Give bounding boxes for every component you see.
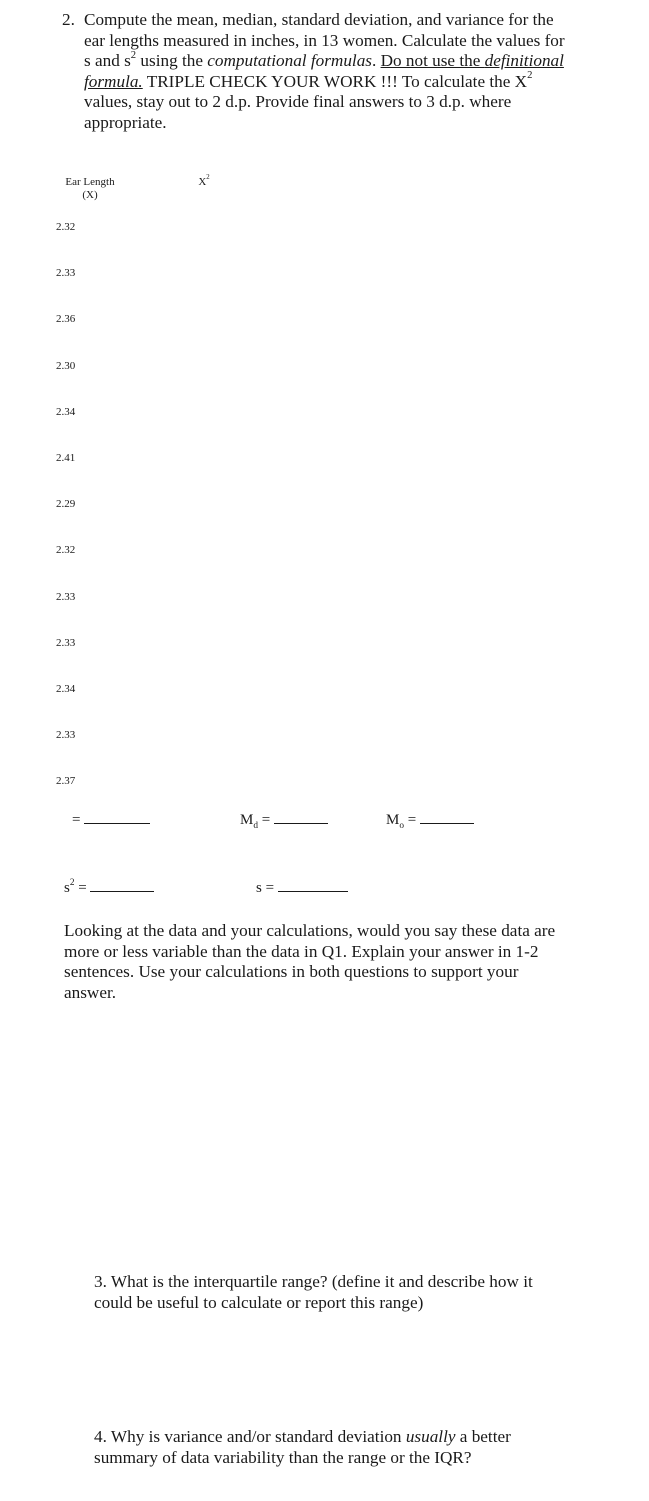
data-value: 2.41 — [56, 451, 76, 464]
question-2-text: Compute the mean, median, standard deviation, and variance for the ear lengths measured in inches, in 13 women. Calculate the values for s and $s^2$ using the computational formulas. Do not use the definitional formula. TRIPLE CHECK YOUR WORK !!! To calculate the $X^2$ values, stay out to 2 d.p. Provide final answers to 3 d.p. where appropriate. — [84, 10, 565, 132]
data-value: 2.36 — [56, 313, 76, 326]
median-answer: $M_d$ = — [240, 810, 328, 829]
variability-comparison-question: Looking at the data and your calculations, would you say these data are more or less variable than the data in Q1. Explain your answer in 1-2 sentences. Use your calculations in both questions to support your answer. — [64, 921, 556, 1002]
ear-length-values — [56, 221, 75, 821]
variance-blank[interactable] — [90, 878, 154, 892]
data-value: 2.33 — [56, 636, 76, 649]
question-2-number: 2. — [62, 10, 75, 29]
question-4: 4. Why is variance and/or standard deviation usually a better summary of data variability than the range or the IQR? — [94, 1427, 511, 1467]
mode-answer: $M_o$ = — [386, 810, 474, 829]
data-value: 2.33 — [56, 590, 76, 603]
mean-equals: = — [72, 812, 81, 828]
data-value: 2.34 — [56, 682, 76, 695]
data-value: 2.33 — [56, 267, 76, 280]
sd-answer: s = — [256, 878, 348, 897]
mean-blank[interactable] — [84, 810, 150, 824]
variance-answer: $s^2$ = — [64, 878, 154, 897]
column-header-ear-length: Ear Length (X) — [65, 176, 115, 201]
data-value: 2.32 — [56, 544, 76, 557]
data-value: 2.33 — [56, 729, 76, 742]
data-value: 2.34 — [56, 405, 76, 418]
data-value: 2.37 — [56, 775, 76, 788]
sd-blank[interactable] — [278, 878, 348, 892]
data-value: 2.29 — [56, 498, 76, 511]
mean-answer — [72, 810, 150, 829]
data-value: 2.32 — [56, 221, 76, 233]
mode-blank[interactable] — [420, 810, 474, 824]
column-header-x-squared: $X^2$ — [198, 174, 210, 188]
warning-underlined: Do not use the definitional formula. — [84, 51, 564, 91]
question-3: 3. What is the interquartile range? (define it and describe how it could be useful to calculate or report this range) — [94, 1272, 533, 1312]
median-blank[interactable] — [274, 810, 328, 824]
data-value: 2.30 — [56, 359, 76, 372]
question-2 — [62, 10, 572, 133]
